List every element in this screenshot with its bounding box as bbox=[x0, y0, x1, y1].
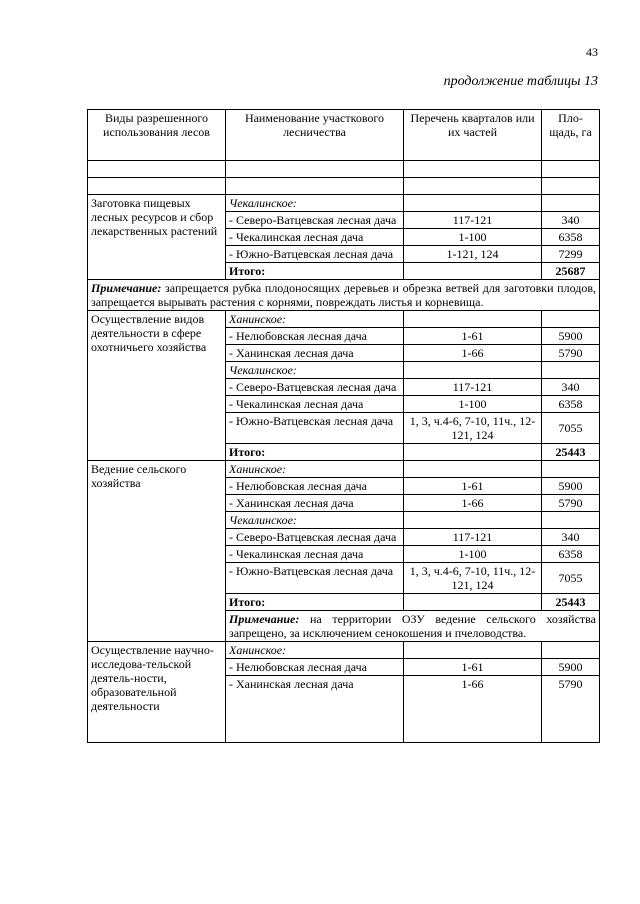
use-type-cell: Заготовка пищевых лесных ресурсов и сбор лекарственных растений bbox=[88, 195, 226, 280]
area-cell: 6358 bbox=[542, 546, 600, 563]
note-cell bbox=[226, 611, 600, 642]
area-cell: 5900 bbox=[542, 328, 600, 345]
quarters-cell: 1-66 bbox=[404, 495, 542, 512]
table-row bbox=[88, 195, 600, 212]
forest-dacha-name: - Чекалинская лесная дача bbox=[226, 546, 404, 563]
forest-dacha-name: - Южно-Ватцевская лесная дача bbox=[226, 246, 404, 263]
spacer-row bbox=[88, 178, 600, 195]
total-label: Итого: bbox=[226, 444, 404, 461]
use-type-cell: Ведение сельского хозяйства bbox=[88, 461, 226, 642]
table-row bbox=[88, 311, 600, 328]
forest-dacha-name: - Южно-Ватцевская лесная дача bbox=[226, 563, 404, 594]
area-cell: 5790 bbox=[542, 495, 600, 512]
quarters-cell: 1-61 bbox=[404, 659, 542, 676]
quarters-cell: 117-121 bbox=[404, 379, 542, 396]
forest-dacha-name: - Северо-Ватцевская лесная дача bbox=[226, 212, 404, 229]
table-row bbox=[88, 642, 600, 659]
forest-dacha-name: - Нелюбовская лесная дача bbox=[226, 659, 404, 676]
quarters-cell: 1-66 bbox=[404, 676, 542, 743]
forest-dacha-name: - Ханинская лесная дача bbox=[226, 495, 404, 512]
area-cell: 5900 bbox=[542, 478, 600, 495]
forest-dacha-name: - Ханинская лесная дача bbox=[226, 345, 404, 362]
header-quarters: Перечень кварталов или их частей bbox=[404, 110, 542, 161]
area-cell: 6358 bbox=[542, 229, 600, 246]
header-forestry-name: Наименование участкового лесничества bbox=[226, 110, 404, 161]
forest-dacha-name: - Чекалинская лесная дача bbox=[226, 229, 404, 246]
use-type-cell: Осуществление научно-исследова-тельской деятель-ности, образовательной деятельности bbox=[88, 642, 226, 743]
quarters-cell: 1-66 bbox=[404, 345, 542, 362]
note-text: на территории ОЗУ ведение сельского хозяйства запрещено, за исключением сенокошения и пчеловодства. bbox=[229, 612, 597, 640]
total-value: 25443 bbox=[542, 444, 600, 461]
quarters-cell: 117-121 bbox=[404, 529, 542, 546]
header-use-type: Виды разрешенного использования лесов bbox=[88, 110, 226, 161]
quarters-cell: 1-100 bbox=[404, 396, 542, 413]
spacer-row bbox=[88, 161, 600, 178]
quarters-cell: 1-100 bbox=[404, 229, 542, 246]
table-header-row bbox=[88, 110, 600, 161]
note-text: запрещается рубка плодоносящих деревьев и обрезка ветвей для заготовки плодов, запрещается вырывать растения с корнями, повреждать листья и корневища. bbox=[91, 281, 597, 309]
forestry-subheading: Ханинское: bbox=[226, 461, 404, 478]
area-cell: 340 bbox=[542, 379, 600, 396]
note-row bbox=[88, 280, 600, 311]
forestry-subheading: Ханинское: bbox=[226, 642, 404, 659]
quarters-cell: 1-100 bbox=[404, 546, 542, 563]
forest-use-table bbox=[87, 109, 600, 743]
forest-dacha-name: - Ханинская лесная дача bbox=[226, 676, 404, 743]
area-cell: 6358 bbox=[542, 396, 600, 413]
quarters-cell: 1, 3, ч.4-6, 7-10, 11ч., 12-121, 124 bbox=[404, 413, 542, 444]
forest-dacha-name: - Северо-Ватцевская лесная дача bbox=[226, 379, 404, 396]
total-label: Итого: bbox=[226, 594, 404, 611]
quarters-cell: 1, 3, ч.4-6, 7-10, 11ч., 12-121, 124 bbox=[404, 563, 542, 594]
area-cell: 5790 bbox=[542, 345, 600, 362]
quarters-cell: 117-121 bbox=[404, 212, 542, 229]
table-continuation-caption: продолжение таблицы 13 bbox=[443, 74, 598, 89]
note-cell bbox=[88, 280, 600, 311]
forestry-subheading: Чекалинское: bbox=[226, 362, 404, 379]
note-label: Примечание: bbox=[91, 281, 162, 295]
forest-dacha-name: - Нелюбовская лесная дача bbox=[226, 328, 404, 345]
quarters-cell: 1-61 bbox=[404, 478, 542, 495]
area-cell: 5900 bbox=[542, 659, 600, 676]
note-label: Примечание: bbox=[229, 612, 300, 626]
quarters-cell: 1-121, 124 bbox=[404, 246, 542, 263]
area-cell: 5790 bbox=[542, 676, 600, 743]
forest-dacha-name: - Северо-Ватцевская лесная дача bbox=[226, 529, 404, 546]
total-label: Итого: bbox=[226, 263, 404, 280]
use-type-cell: Осуществление видов деятельности в сфере охотничьего хозяйства bbox=[88, 311, 226, 461]
area-cell: 340 bbox=[542, 529, 600, 546]
table-row bbox=[88, 461, 600, 478]
total-value: 25687 bbox=[542, 263, 600, 280]
total-value: 25443 bbox=[542, 594, 600, 611]
area-cell: 7055 bbox=[542, 413, 600, 444]
forestry-subheading: Чекалинское: bbox=[226, 195, 404, 212]
forest-dacha-name: - Южно-Ватцевская лесная дача bbox=[226, 413, 404, 444]
area-cell: 340 bbox=[542, 212, 600, 229]
area-cell: 7055 bbox=[542, 563, 600, 594]
quarters-cell: 1-61 bbox=[404, 328, 542, 345]
area-cell: 7299 bbox=[542, 246, 600, 263]
header-area: Пло-щадь, га bbox=[542, 110, 600, 161]
page-number: 43 bbox=[586, 45, 598, 59]
forest-dacha-name: - Чекалинская лесная дача bbox=[226, 396, 404, 413]
forest-dacha-name: - Нелюбовская лесная дача bbox=[226, 478, 404, 495]
forestry-subheading: Чекалинское: bbox=[226, 512, 404, 529]
forestry-subheading: Ханинское: bbox=[226, 311, 404, 328]
